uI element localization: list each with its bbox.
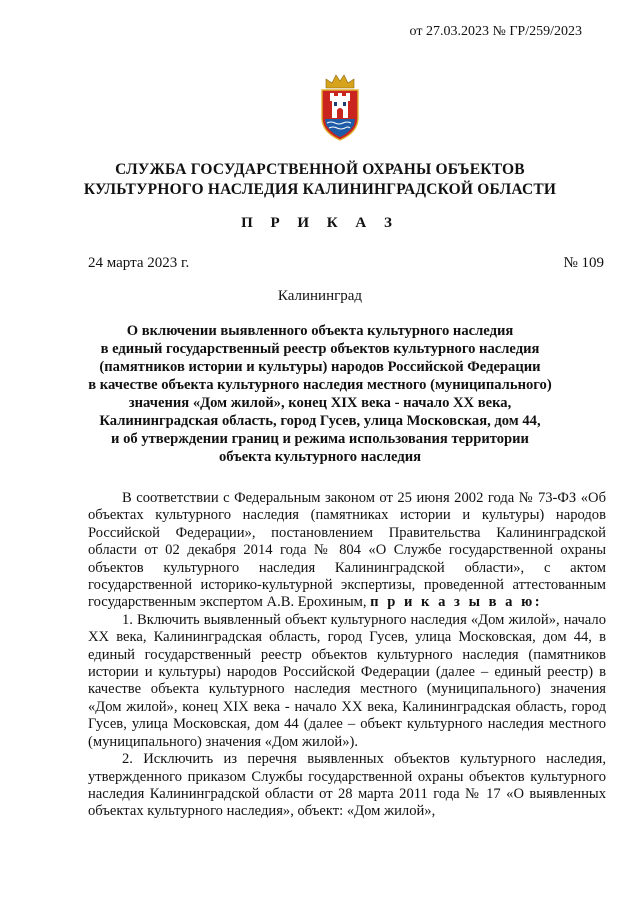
subject-line: в единый государственный реестр объектов культурного наследия: [100, 341, 540, 357]
subject-line: объекта культурного наследия: [218, 449, 422, 465]
order-subject: [60, 322, 580, 466]
subject-line: Калининградская область, город Гусев, улица Московская, дом 44,: [99, 413, 541, 429]
subject-line: (памятников истории и культуры) народов Российской Федерации: [99, 359, 541, 375]
organization-name: [40, 160, 600, 200]
registration-reference: от 27.03.2023 № ГР/259/2023: [409, 24, 582, 39]
order-number: № 109: [563, 255, 604, 271]
subject-line: и об утверждении границ и режима использования территории: [111, 431, 529, 447]
coat-of-arms-emblem: [317, 72, 363, 142]
clause-1-paragraph: 1. Включить выявленный объект культурного наследия «Дом жилой», начало XX века, Калининградская область, город Гусев, улица Московская, дом 44, в единый государственный реестр объектов культурного наследия (памятников истории и культуры) народов Российской Федерации (далее – единый реестр) в качестве объекта культурного наследия местного (муниципального) значения «Дом жилой», конец XIX века - начало XX века, Калининградская область, город Гусев, улица Московская, дом 44 (далее – объект культурного наследия местного (муниципального) значения «Дом жилой»).: [88, 611, 606, 750]
document-type-heading: П Р И К А З: [241, 215, 399, 231]
preamble-text: В соответствии с Федеральным законом от 25 июня 2002 года № 73-ФЗ «Об объектах культурного наследия (памятниках истории и культуры) народов Российской Федерации», постановлением Правительства Калининградской области от 02 декабря 2014 года № 804 «О Службе государственной охраны объектов культурного наследия Калининградской области», с актом государственной историко-культурной экспертизы, проведенной аттестованным государственным экспертом А.В. Ерохиным,: [88, 490, 606, 611]
subject-line: О включении выявленного объекта культурного наследия: [126, 323, 514, 339]
subject-line: в качестве объекта культурного наследия местного (муниципального): [88, 377, 552, 393]
order-date: 24 марта 2023 г.: [88, 255, 190, 271]
org-line: СЛУЖБА ГОСУДАРСТВЕННОЙ ОХРАНЫ ОБЪЕКТОВ: [115, 161, 525, 178]
city-name: Калининград: [277, 288, 363, 304]
order-keyword: п р и к а з ы в а ю:: [370, 594, 543, 611]
preamble-paragraph: [88, 490, 606, 612]
subject-line: значения «Дом жилой», конец XIX века - начало XX века,: [128, 395, 512, 411]
org-line: КУЛЬТУРНОГО НАСЛЕДИЯ КАЛИНИНГРАДСКОЙ ОБЛАСТИ: [83, 181, 557, 198]
clause-2-paragraph: 2. Исключить из перечня выявленных объектов культурного наследия, утвержденного приказом Службы государственной охраны объектов культурного наследия Калининградской области от 28 марта 2011 года № 17 «О выявленных объектах культурного наследия», объект: «Дом жилой»,: [88, 751, 606, 820]
order-body: [88, 490, 606, 821]
